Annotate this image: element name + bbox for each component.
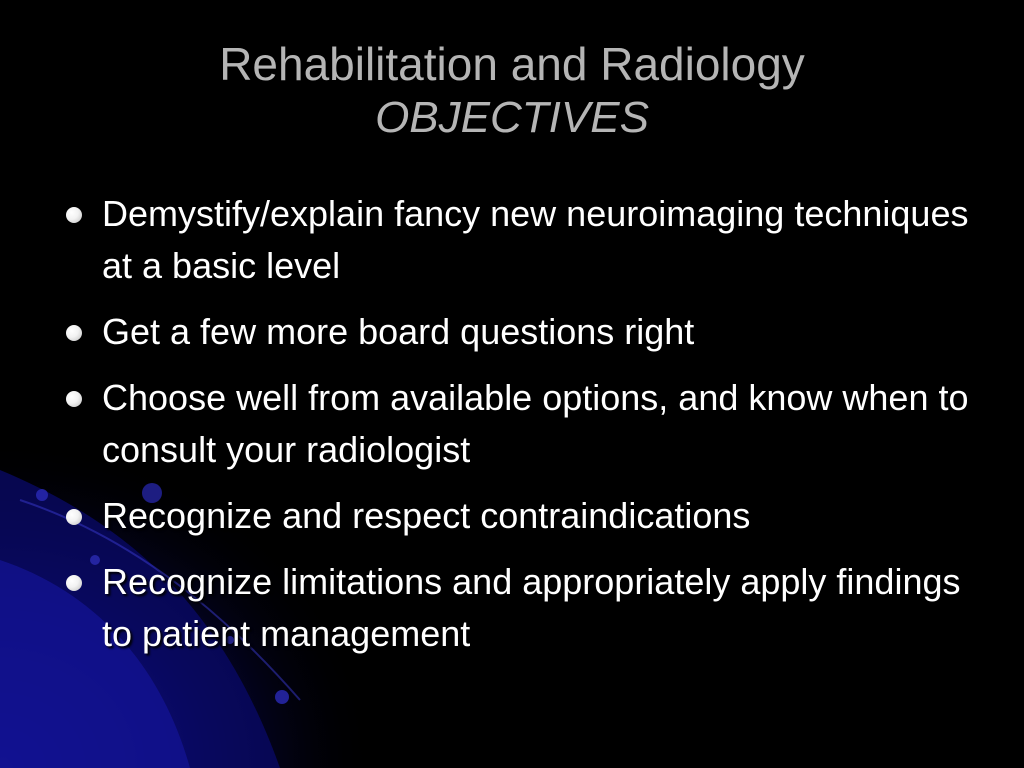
bullet-item: [62, 372, 992, 476]
slide-subtitle: OBJECTIVES: [375, 93, 649, 142]
title-block: [0, 36, 1024, 144]
decor-dot: [36, 489, 48, 501]
bullet-text: Demystify/explain fancy new neuroimaging techniques at a basic level: [102, 193, 969, 286]
bullet-text: Recognize limitations and appropriately apply findings to patient management: [102, 561, 961, 654]
bullet-item: [62, 490, 992, 542]
bullet-text: Recognize and respect contraindications: [102, 495, 751, 536]
bullet-dot-icon: [66, 575, 82, 591]
slide-title: Rehabilitation and Radiology: [219, 38, 805, 90]
bullet-text: Get a few more board questions right: [102, 311, 695, 352]
bullet-item: [62, 306, 992, 358]
bullet-text: Choose well from available options, and know when to consult your radiologist: [102, 377, 969, 470]
bullet-list: [62, 188, 992, 674]
bullet-dot-icon: [66, 207, 82, 223]
bullet-item: [62, 556, 992, 660]
bullet-dot-icon: [66, 391, 82, 407]
bullet-item: [62, 188, 992, 292]
bullet-dot-icon: [66, 509, 82, 525]
bullet-dot-icon: [66, 325, 82, 341]
decor-dot: [275, 690, 289, 704]
